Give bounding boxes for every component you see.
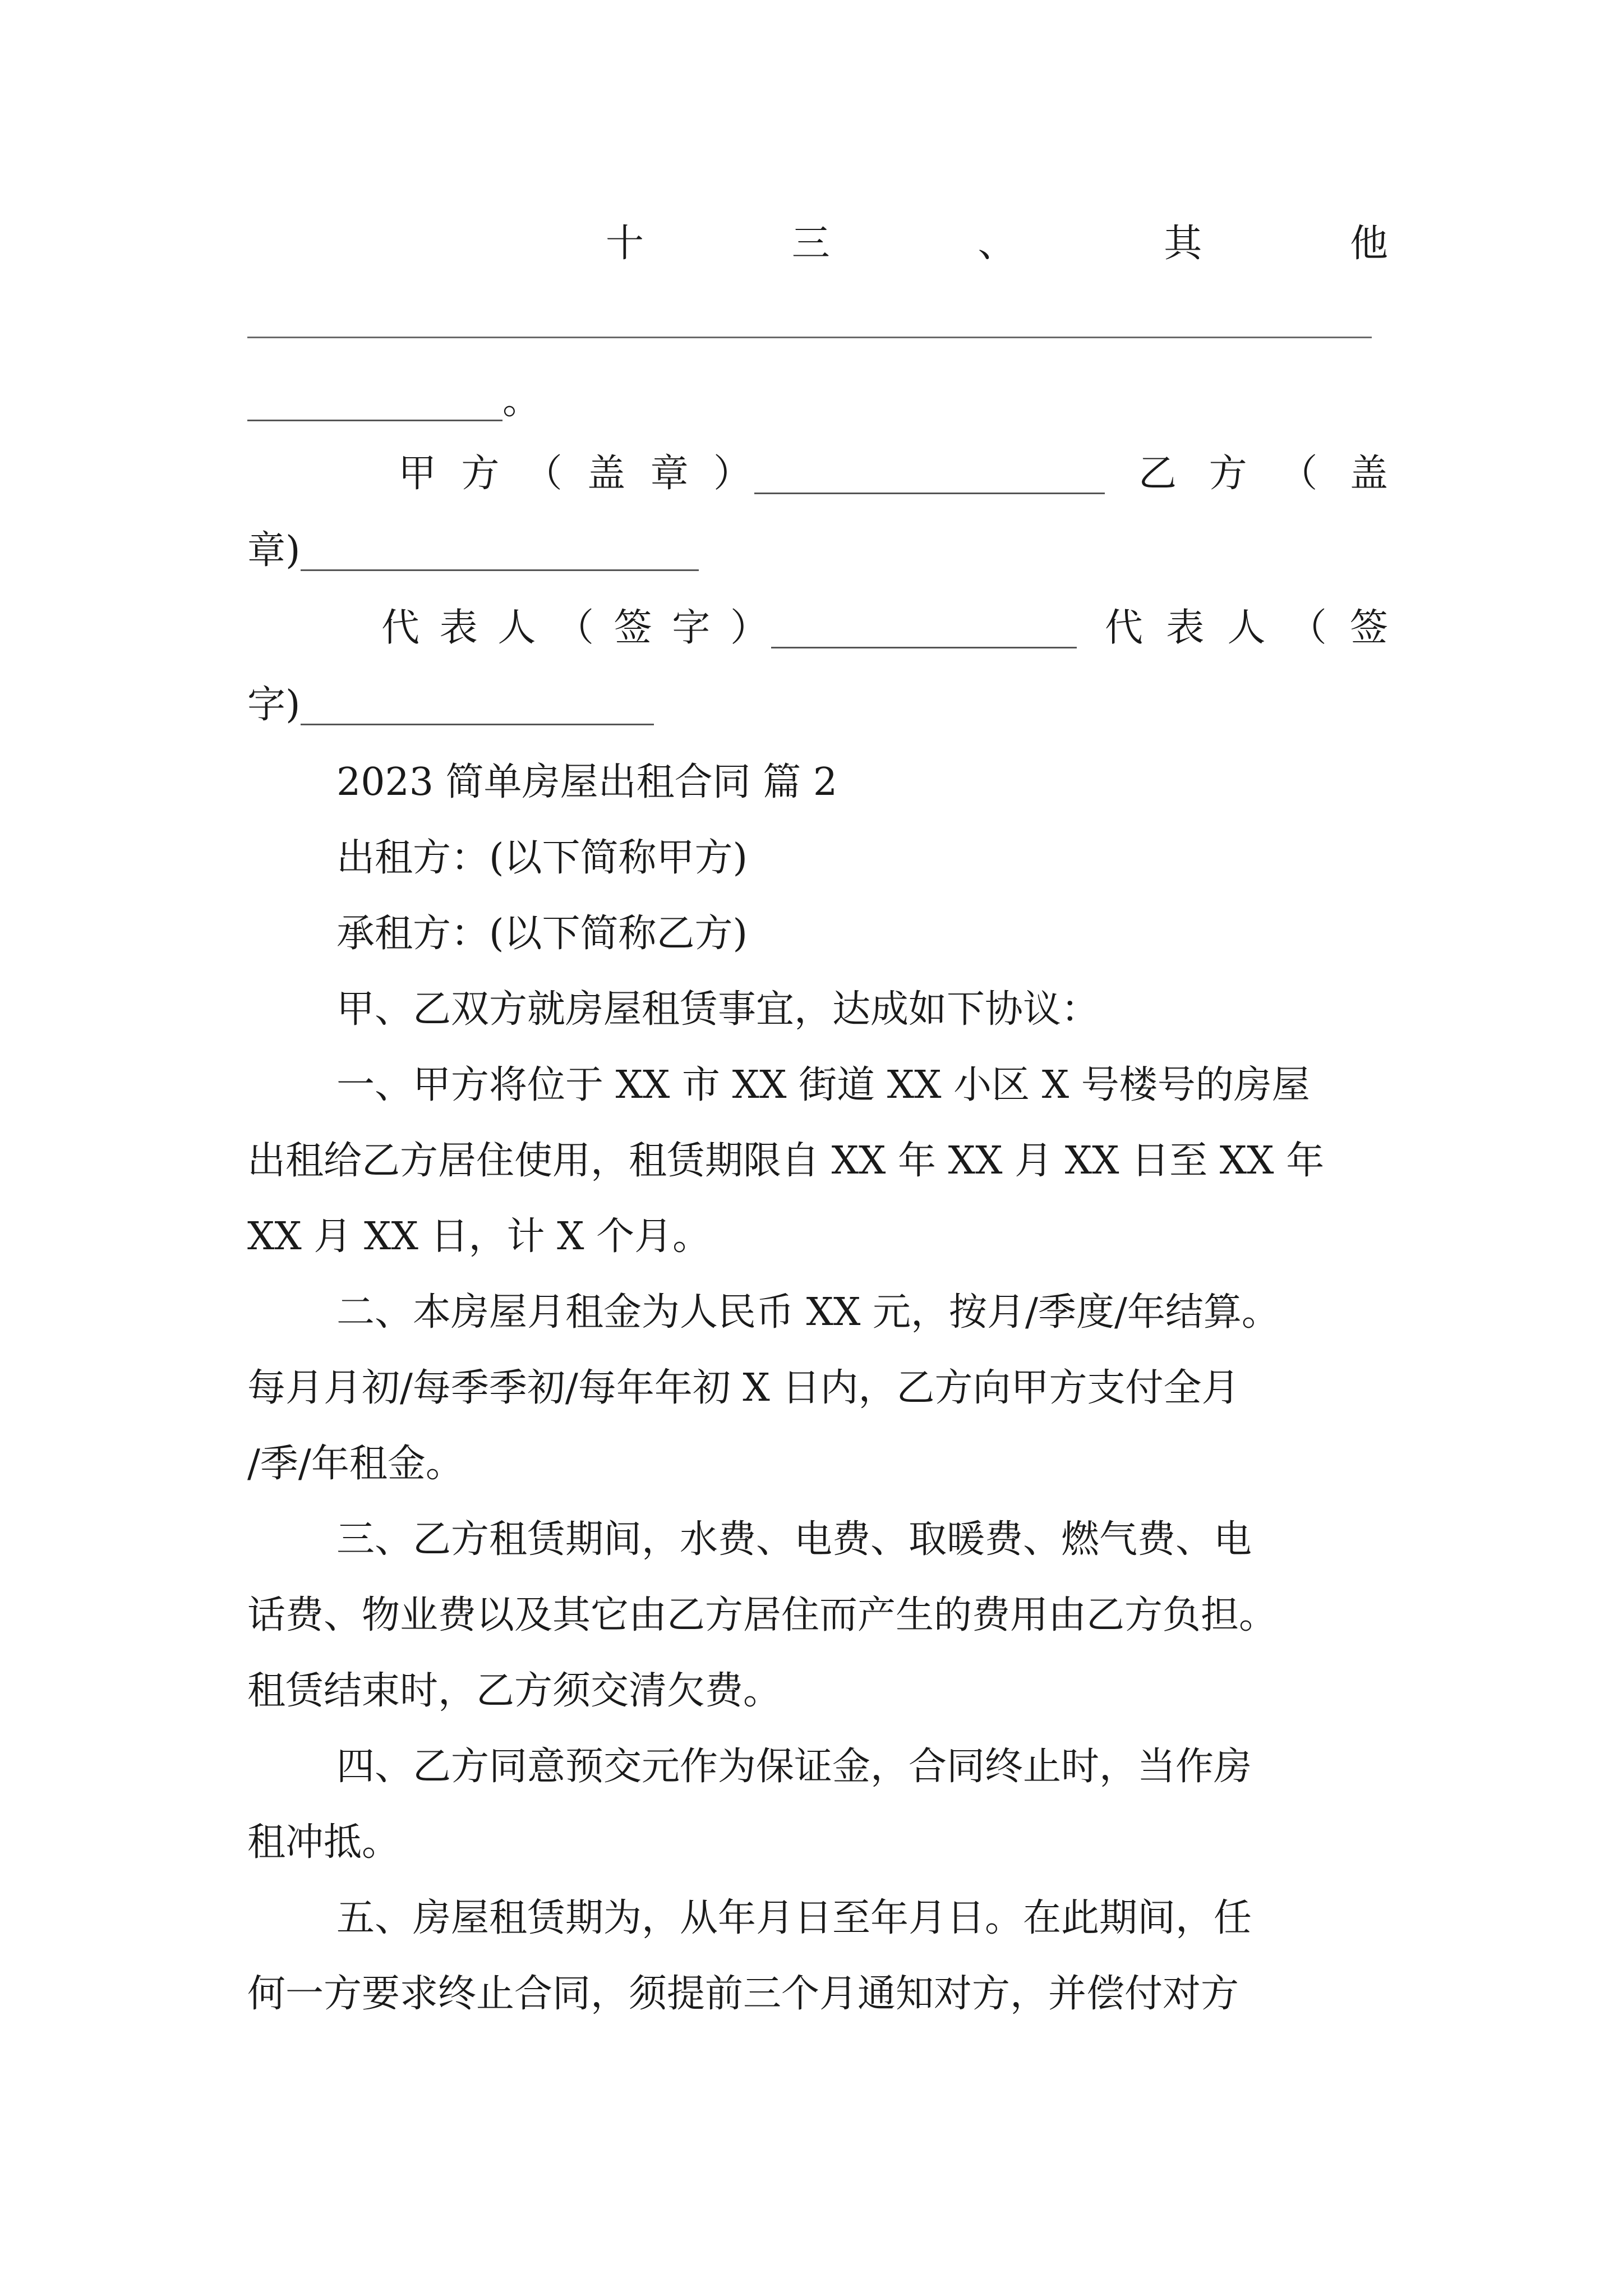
section-13-heading xyxy=(606,216,1388,272)
lessee-line: 承租方：(以下简称乙方) xyxy=(336,912,748,956)
rep-b-sign-continued: 字) xyxy=(247,677,1386,733)
clause-2-line-1: 二、本房屋月租金为人民币 XX 元，按月/季度/年结算。 xyxy=(336,1290,1280,1335)
end-mark: 。 xyxy=(502,379,541,423)
clause-3-line-3: 租赁结束时，乙方须交清欠费。 xyxy=(247,1669,782,1713)
party-b-seal-continued: 章) xyxy=(247,523,1386,579)
rep-b-sign-label: 代 表 人 （ 签 xyxy=(1105,606,1388,650)
clause-5-line-1: 五、房屋租赁期为，从年月日至年月日。在此期间，任 xyxy=(336,1896,1252,1940)
heading-char: 三 xyxy=(791,222,830,266)
rep-b-sign-blank xyxy=(301,691,654,725)
signature-row-seal xyxy=(398,446,1388,502)
signature-row-sign xyxy=(381,600,1388,656)
heading-char: 其 xyxy=(1164,222,1202,266)
heading-char: 他 xyxy=(1349,222,1388,266)
party-a-seal-label: 甲 方 （ 盖 章 ） xyxy=(398,452,751,496)
heading-char: 十 xyxy=(606,222,644,266)
clause-4-line-2: 租冲抵。 xyxy=(247,1820,400,1865)
blank-fill-short xyxy=(247,387,502,421)
party-b-seal-label: 乙 方 （ 盖 xyxy=(1138,452,1388,496)
blank-fill-end xyxy=(247,373,1386,429)
contract-title: 2023 简单房屋出租合同 篇 2 xyxy=(336,760,838,804)
clause-2-line-2: 每月月初/每季季初/每年年初 X 日内，乙方向甲方支付全月 xyxy=(247,1366,1240,1410)
blank-fill-line xyxy=(247,337,1372,338)
clause-2-line-3: /季/年租金。 xyxy=(247,1442,464,1486)
clause-1-line-2: 出租给乙方居住使用，租赁期限自 XX 年 XX 月 XX 日至 XX 年 xyxy=(247,1139,1325,1183)
party-b-seal-blank xyxy=(301,537,699,571)
clause-3-line-1: 三、乙方租赁期间，水费、电费、取暖费、燃气费、电 xyxy=(336,1517,1252,1562)
clause-5-line-2: 何一方要求终止合同，须提前三个月通知对方，并偿付对方 xyxy=(247,1972,1239,2016)
clause-4-line-1: 四、乙方同意预交元作为保证金，合同终止时，当作房 xyxy=(336,1745,1252,1789)
clause-1-line-3: XX 月 XX 日，计 X 个月。 xyxy=(247,1214,711,1259)
lessor-line: 出租方：(以下简称甲方) xyxy=(336,836,748,880)
heading-char: 、 xyxy=(978,222,1016,266)
intro-line: 甲、乙双方就房屋租赁事宜，达成如下协议： xyxy=(336,987,1100,1032)
clause-1-line-1: 一、甲方将位于 XX 市 XX 街道 XX 小区 X 号楼号的房屋 xyxy=(336,1063,1310,1107)
clause-3-line-2: 话费、物业费以及其它由乙方居住而产生的费用由乙方负担。 xyxy=(247,1593,1278,1637)
party-a-seal-blank xyxy=(754,460,1105,494)
rep-a-sign-blank xyxy=(771,614,1077,648)
rep-a-sign-label: 代 表 人 （ 签 字 ） xyxy=(381,606,768,650)
